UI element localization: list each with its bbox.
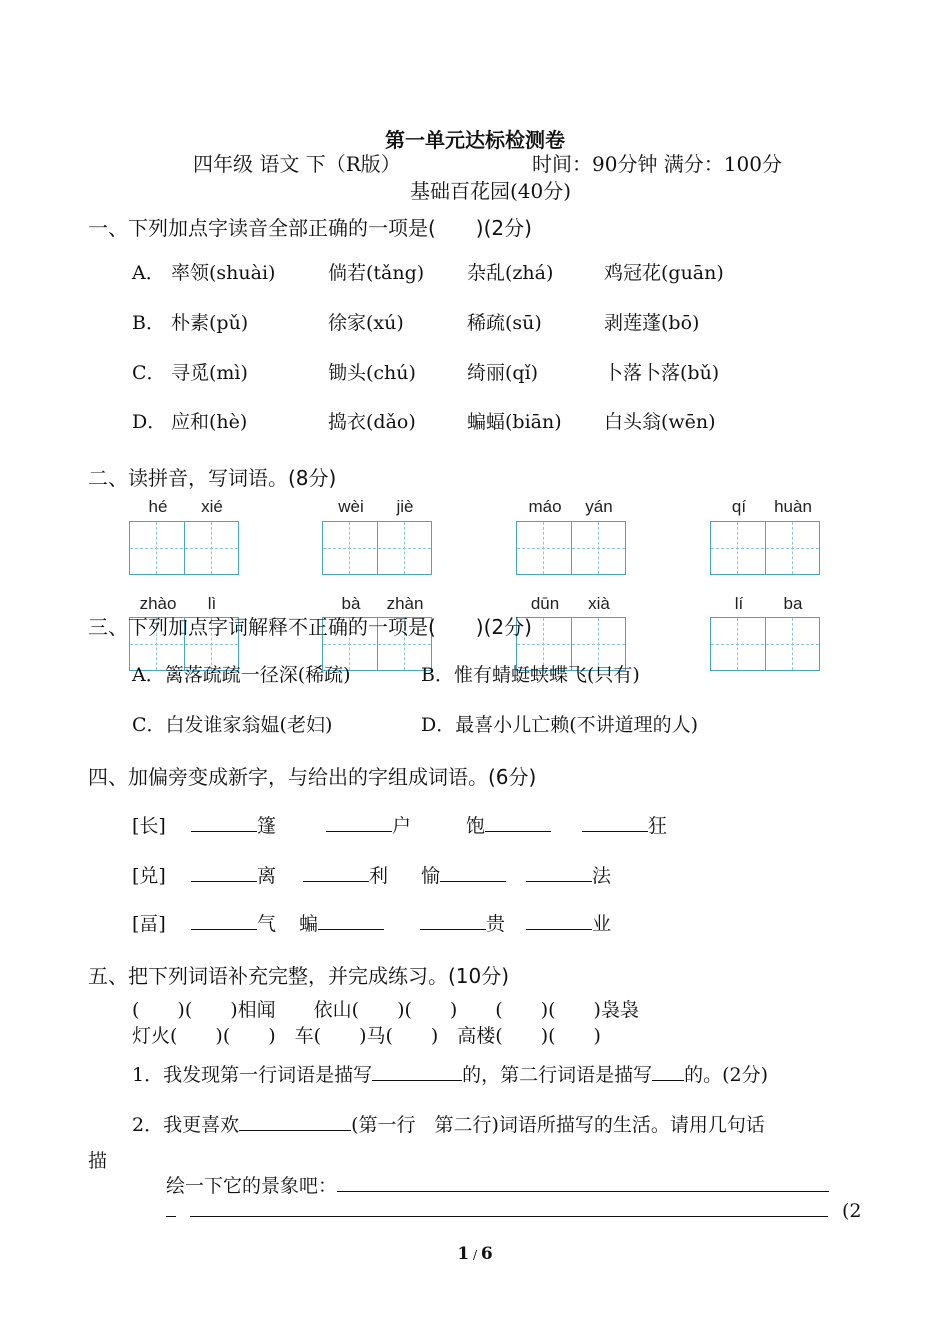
writing-grid[interactable] [129, 521, 239, 575]
pinyin-label: dūn [530, 594, 560, 613]
page-title: 第一单元达标检测卷 [385, 128, 565, 152]
q4-item: 蝙 [299, 909, 384, 936]
q5-sub2-line2: (2 [166, 1198, 862, 1222]
pinyin-label: wèi [338, 497, 364, 516]
q5-sub2-line: 绘一下它的景象吧： [166, 1171, 829, 1198]
pinyin-label: lì [207, 594, 217, 613]
blank[interactable] [318, 911, 384, 930]
q5-sub2: 2．我更喜欢 (第一行 第二行)词语所描写的生活。请用几句话 [132, 1114, 765, 1136]
q5-line2: 灯火( )( ) 车( )马( ) 高楼( )( ) [132, 1025, 601, 1047]
q1-option-item: 寻觅(mì) [171, 362, 248, 384]
q1-option-item: 蝙蝠(biān) [467, 411, 562, 433]
q4-key: [兑] [132, 865, 166, 887]
pinyin-label: jiè [396, 497, 414, 516]
q4-heading: 四、加偏旁变成新字，与给出的字组成词语。(6分) [88, 765, 537, 789]
answer-line[interactable] [190, 1198, 828, 1217]
part-title: 基础百花园(40分) [410, 179, 572, 203]
pinyin-label: yán [585, 497, 613, 516]
q1-option-label: C． [132, 362, 166, 384]
q1-option-item: 率领(shuài) [171, 262, 276, 284]
q3-option-d: D．最喜小儿亡赖(不讲道理的人) [421, 714, 699, 736]
pinyin-label: xié [201, 497, 223, 516]
q1-option-item: 剥莲蓬(bō) [604, 312, 700, 334]
q2-heading: 二、读拼音，写词语。(8分) [88, 466, 337, 490]
q1-option-item: 鸡冠花(guān) [604, 262, 724, 284]
pinyin-label: hé [148, 497, 168, 516]
q1-option-item: 绮丽(qǐ) [467, 362, 539, 384]
q1-option-item: 白头翁(wēn) [604, 411, 716, 433]
pinyin-label: qí [731, 497, 747, 516]
q1-option-item: 倘若(tǎng) [328, 262, 425, 284]
blank[interactable] [191, 813, 257, 832]
q4-item: 离 [191, 861, 276, 888]
writing-grid[interactable] [322, 521, 432, 575]
q4-item: 贵 [420, 909, 505, 936]
q1-option-item: 卜落卜落(bǔ) [604, 362, 720, 384]
blank[interactable] [326, 813, 392, 832]
blank[interactable] [526, 863, 592, 882]
q1-option-label: A． [132, 262, 165, 284]
pinyin-label: lí [734, 594, 744, 613]
blank[interactable] [372, 1062, 462, 1081]
blank[interactable] [440, 863, 506, 882]
writing-grid[interactable] [710, 521, 820, 575]
q4-item: 业 [526, 909, 611, 936]
blank[interactable] [191, 863, 257, 882]
q4-key: [长] [132, 815, 166, 837]
writing-grid[interactable] [516, 521, 626, 575]
q4-item: 利 [303, 861, 388, 888]
pinyin-label: zhào [139, 594, 177, 613]
q4-item: 法 [526, 861, 611, 888]
blank[interactable] [239, 1112, 351, 1131]
q4-item: 狂 [582, 811, 667, 838]
q1-option-item: 应和(hè) [171, 411, 248, 433]
answer-line[interactable] [337, 1173, 829, 1192]
q1-option-item: 杂乱(zhá) [467, 262, 554, 284]
q1-option-item: 捣衣(dǎo) [328, 411, 416, 433]
q4-item: 气 [191, 909, 276, 936]
q5-line1: ( )( )相闻 依山( )( ) ( )( )袅袅 [132, 999, 639, 1021]
q3-heading: 三、下列加点字词解释不正确的一项是( )(2分) [88, 615, 532, 639]
q5-sub2-wrap: 描 [88, 1150, 108, 1172]
q4-item: 篷 [191, 811, 276, 838]
q1-option-label: B． [132, 312, 165, 334]
blank[interactable] [303, 863, 369, 882]
pinyin-label: zhàn [386, 594, 424, 613]
blank[interactable] [652, 1062, 684, 1081]
q4-item: 户 [326, 811, 411, 838]
pinyin-label: huàn [774, 497, 812, 516]
blank[interactable] [420, 911, 486, 930]
q4-item: 愉 [421, 861, 506, 888]
q3-option-b: B．惟有蜻蜓蛱蝶飞(只有) [421, 664, 640, 686]
pinyin-label: xià [588, 594, 610, 613]
blank[interactable] [191, 911, 257, 930]
q4-key: [畐] [132, 913, 166, 935]
q1-option-label: D． [132, 411, 167, 433]
q1-option-item: 锄头(chú) [328, 362, 416, 384]
q4-item: 饱 [466, 811, 551, 838]
blank[interactable] [485, 813, 551, 832]
writing-grid[interactable] [710, 617, 820, 671]
answer-line[interactable] [166, 1198, 176, 1217]
page-number: 1 / 6 [457, 1244, 493, 1264]
pinyin-label: ba [783, 594, 803, 613]
pinyin-label: bà [341, 594, 361, 613]
q3-option-a: A．篱落疏疏一径深(稀疏) [132, 664, 351, 686]
q1-option-item: 朴素(pǔ) [171, 312, 249, 334]
q1-heading: 一、下列加点字读音全部正确的一项是( )(2分) [88, 216, 532, 240]
q1-option-item: 徐家(xú) [328, 312, 404, 334]
q1-option-item: 稀疏(sū) [467, 312, 542, 334]
time-info: 时间：90分钟 满分：100分 [532, 152, 782, 176]
pinyin-label: máo [528, 497, 562, 516]
q5-heading: 五、把下列词语补充完整，并完成练习。(10分) [88, 964, 510, 988]
q3-option-c: C．白发谁家翁媪(老妇) [132, 714, 333, 736]
blank[interactable] [582, 813, 648, 832]
grade-info: 四年级 语文 下（R版） [193, 152, 401, 176]
blank[interactable] [526, 911, 592, 930]
q5-sub1: 1．我发现第一行词语是描写 的，第二行词语是描写 的。(2分) [132, 1064, 769, 1086]
